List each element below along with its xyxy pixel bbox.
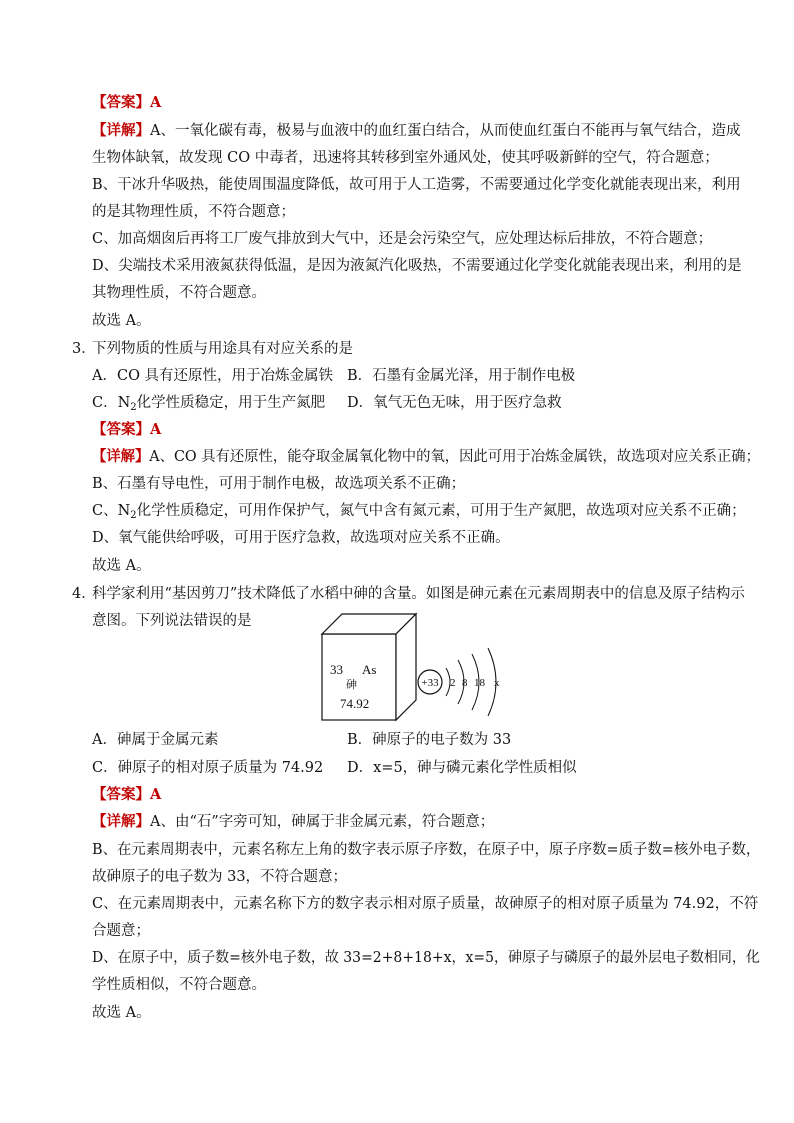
option-c-suffix: 化学性质稳定，用于生产氮肥 xyxy=(136,395,326,411)
q4-detail-line-4: C、在元素周期表中，元素名称下方的数字表示相对原子质量，故砷原子的相对原子质量为 74.92，不符 xyxy=(92,896,759,912)
option-c-prefix: C．N xyxy=(92,395,131,411)
q4-option-b: B．砷原子的电子数为 33 xyxy=(347,732,512,748)
q4-stem-line-2: 意图。下列说法错误的是 xyxy=(92,613,252,629)
answer-value: A xyxy=(150,786,162,803)
q3-detail-line-4: D、氧气能供给呼吸，可用于医疗急救，故选项对应关系不正确。 xyxy=(92,530,510,546)
option-c-subscript: 2 xyxy=(130,402,137,413)
detail-text: A、一氧化碳有毒，极易与血液中的血红蛋白结合，从而使血红蛋白不能再与氧气结合，造成 xyxy=(150,123,741,139)
q3-option-d: D．氧气无色无味，用于医疗急救 xyxy=(347,395,562,411)
q2-detail-line-5: C、加高烟囱后再将工厂废气排放到大气中，还是会污染空气，应处理达标后排放，不符合题意； xyxy=(92,231,713,247)
arsenic-diagram xyxy=(320,612,520,722)
q2-answer xyxy=(92,93,161,113)
q2-conclusion: 故选 A。 xyxy=(92,313,151,329)
q2-detail-line-6: D、尖端技术采用液氮获得低温，是因为液氮汽化吸热，不需要通过化学变化就能表现出来，利用的是 xyxy=(92,258,742,274)
q4-conclusion: 故选 A。 xyxy=(92,1005,151,1021)
q4-detail-line-3: 故砷原子的电子数为 33，不符合题意； xyxy=(92,869,348,885)
q3-stem: 下列物质的性质与用途具有对应关系的是 xyxy=(92,341,353,357)
detail-text: A、由“石”字旁可知，砷属于非金属元素，符合题意； xyxy=(150,814,495,830)
q4-answer xyxy=(92,785,161,805)
q3-answer xyxy=(92,420,161,440)
q3-option-c xyxy=(92,393,325,413)
shell-3-electrons: 18 xyxy=(474,677,485,689)
q4-detail-line-7: 学性质相似，不符合题意。 xyxy=(92,977,266,993)
shell-4-electrons: x xyxy=(494,677,500,689)
q4-option-d: D．x=5，砷与磷元素化学性质相似 xyxy=(347,760,577,776)
q3-detail-line-2: B、石墨有导电性，可用于制作电极，故选项关系不正确； xyxy=(92,476,466,492)
q3-detail-line-3 xyxy=(92,501,746,521)
detail-tag: 【详解】 xyxy=(92,122,150,139)
answer-tag: 【答案】 xyxy=(92,421,150,438)
q4-detail-line-2: B、在元素周期表中，元素名称左上角的数字表示原子序数，在原子中，原子序数=质子数=核外电子数， xyxy=(92,842,761,858)
q4-option-c: C．砷原子的相对原子质量为 74.92 xyxy=(92,760,324,776)
q4-detail-line-5: 合题意； xyxy=(92,923,150,939)
answer-tag: 【答案】 xyxy=(92,786,150,803)
q3-option-b: B．石墨有金属光泽，用于制作电极 xyxy=(347,368,576,384)
detail-subscript: 2 xyxy=(130,510,137,521)
question-number: 3． xyxy=(72,341,96,357)
shell-2-electrons: 8 xyxy=(462,677,468,689)
answer-value: A xyxy=(150,94,162,111)
shell-1-electrons: 2 xyxy=(450,677,456,689)
q3-conclusion: 故选 A。 xyxy=(92,558,151,574)
element-symbol: As xyxy=(362,662,377,677)
atomic-number: 33 xyxy=(330,662,343,677)
diagram-svg xyxy=(320,612,520,722)
q4-option-a: A．砷属于金属元素 xyxy=(92,732,219,748)
answer-value: A xyxy=(150,421,162,438)
question-number: 4． xyxy=(72,586,96,602)
q2-detail-line-1 xyxy=(92,121,740,141)
q3-option-a: A．CO 具有还原性，用于冶炼金属铁 xyxy=(92,368,334,384)
q4-detail-line-1 xyxy=(92,812,494,832)
q4-detail-line-6: D、在原子中，质子数=核外电子数，故 33=2+8+18+x，x=5，砷原子与磷原子的最外层电子数相同，化 xyxy=(92,950,760,966)
q2-detail-line-2: 生物体缺氧，故发现 CO 中毒者，迅速将其转移到室外通风处，使其呼吸新鲜的空气，符合题意； xyxy=(92,150,719,166)
q2-detail-line-7: 其物理性质，不符合题意。 xyxy=(92,285,266,301)
q2-detail-line-3: B、干冰升华吸热，能使周围温度降低，故可用于人工造雾，不需要通过化学变化就能表现出来，利用 xyxy=(92,177,741,193)
detail-suffix: 化学性质稳定，可用作保护气，氮气中含有氮元素，可用于生产氮肥，故选项对应关系不正确； xyxy=(136,503,746,519)
nucleus-charge: +33 xyxy=(421,677,439,689)
q4-stem-line-1: 科学家利用“基因剪刀”技术降低了水稻中砷的含量。如图是砷元素在元素周期表中的信息及原子结构示 xyxy=(92,586,745,602)
q3-detail-line-1 xyxy=(92,447,760,467)
element-name: 砷 xyxy=(346,678,357,691)
atomic-mass: 74.92 xyxy=(340,696,370,711)
detail-text: A、CO 具有还原性，能夺取金属氧化物中的氧，因此可用于冶炼金属铁，故选项对应关系正确； xyxy=(149,449,760,465)
detail-tag: 【详解】 xyxy=(92,448,150,465)
detail-prefix: C、N xyxy=(92,503,131,519)
q2-detail-line-4: 的是其物理性质，不符合题意； xyxy=(92,204,295,220)
answer-tag: 【答案】 xyxy=(92,94,150,111)
detail-tag: 【详解】 xyxy=(92,813,150,830)
